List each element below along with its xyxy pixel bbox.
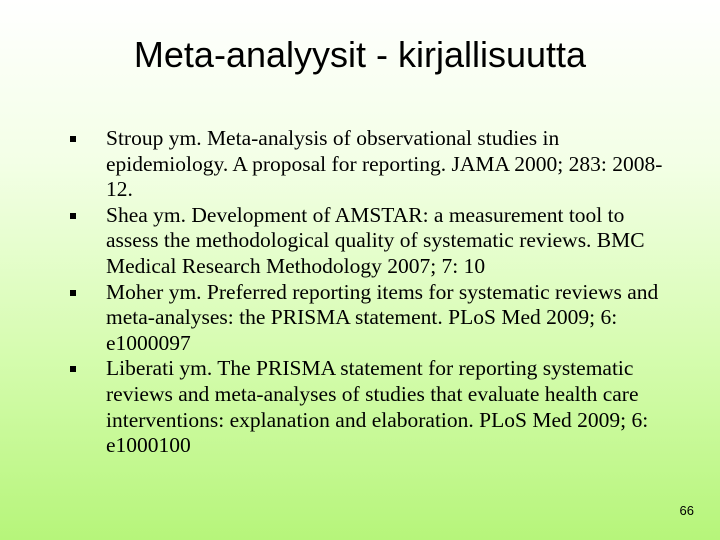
reference-item bbox=[70, 126, 670, 203]
reference-item bbox=[70, 356, 670, 458]
reference-item bbox=[70, 280, 670, 357]
square-bullet-icon bbox=[70, 136, 76, 142]
square-bullet-icon bbox=[70, 290, 76, 296]
slide-title: Meta-analyysit - kirjallisuutta bbox=[133, 34, 587, 75]
square-bullet-icon bbox=[70, 213, 76, 219]
reference-item bbox=[70, 203, 670, 280]
reference-text: Shea ym. Development of AMSTAR: a measurement tool to assess the methodological quality of systematic reviews. BMC Medical Research Methodology 2007; 7: 10 bbox=[106, 202, 645, 278]
reference-text: Liberati ym. The PRISMA statement for reporting systematic reviews and meta-analyses of studies that evaluate health care interventions: explanation and elaboration. PLoS Med 2009; 6: e1000100 bbox=[106, 356, 649, 458]
reference-text: Moher ym. Preferred reporting items for systematic reviews and meta-analyses: the PRISMA statement. PLoS Med 2009; 6: e1000097 bbox=[106, 279, 659, 355]
page-number: 66 bbox=[679, 503, 694, 518]
reference-list bbox=[70, 126, 670, 459]
square-bullet-icon bbox=[70, 366, 76, 372]
reference-text: Stroup ym. Meta-analysis of observational studies in epidemiology. A proposal for reporting. JAMA 2000; 283: 2008-12. bbox=[106, 126, 663, 202]
